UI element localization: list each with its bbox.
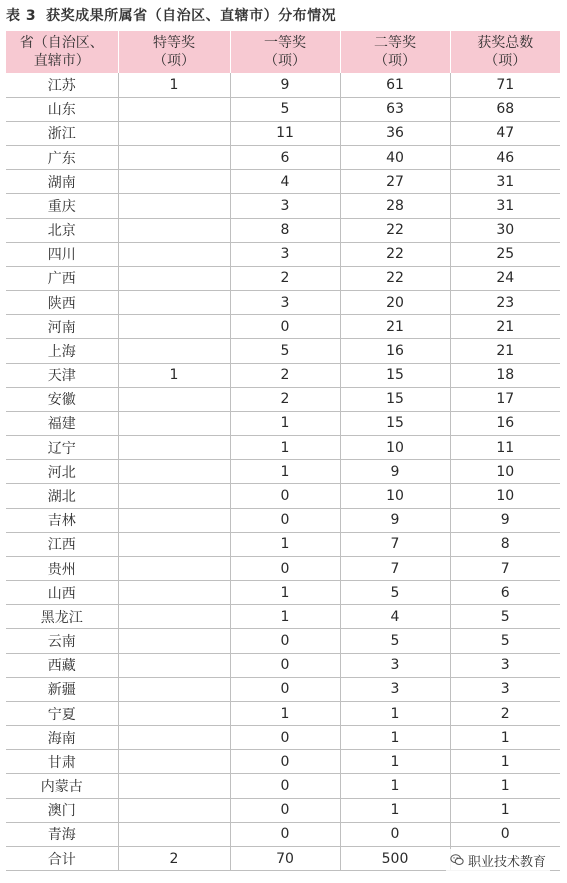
header-unit: （项） <box>153 53 195 69</box>
province-cell: 四川 <box>6 242 118 266</box>
special-prize-cell <box>118 387 230 411</box>
total-cell: 5 <box>450 605 560 629</box>
special-prize-cell <box>118 556 230 580</box>
special-prize-cell <box>118 460 230 484</box>
header-unit: 直辖市） <box>33 53 90 69</box>
header-line: 二等奖 <box>374 35 416 51</box>
first-prize-cell: 1 <box>230 436 340 460</box>
province-cell: 湖北 <box>6 484 118 508</box>
total-cell: 46 <box>450 146 560 170</box>
total-cell: 1 <box>450 774 560 798</box>
province-cell: 北京 <box>6 218 118 242</box>
first-prize-cell: 0 <box>230 629 340 653</box>
column-header-first-prize <box>230 31 340 73</box>
second-prize-cell: 5 <box>340 629 450 653</box>
table-row <box>6 726 560 750</box>
table-row <box>6 170 560 194</box>
first-prize-cell: 0 <box>230 677 340 701</box>
total-cell: 11 <box>450 436 560 460</box>
first-prize-cell: 0 <box>230 315 340 339</box>
special-prize-cell <box>118 629 230 653</box>
table-row <box>6 629 560 653</box>
province-cell: 河南 <box>6 315 118 339</box>
table-row <box>6 774 560 798</box>
special-prize-cell: 2 <box>118 847 230 871</box>
province-cell: 江西 <box>6 532 118 556</box>
special-prize-cell <box>118 484 230 508</box>
first-prize-cell: 5 <box>230 339 340 363</box>
province-cell: 内蒙古 <box>6 774 118 798</box>
special-prize-cell <box>118 701 230 725</box>
province-cell: 河北 <box>6 460 118 484</box>
table-row <box>6 484 560 508</box>
total-cell: 5 <box>450 629 560 653</box>
special-prize-cell <box>118 677 230 701</box>
special-prize-cell <box>118 97 230 121</box>
second-prize-cell: 22 <box>340 266 450 290</box>
special-prize-cell <box>118 170 230 194</box>
first-prize-cell: 0 <box>230 750 340 774</box>
second-prize-cell: 1 <box>340 798 450 822</box>
table-row <box>6 508 560 532</box>
first-prize-cell: 0 <box>230 798 340 822</box>
second-prize-cell: 16 <box>340 339 450 363</box>
table-row <box>6 97 560 121</box>
first-prize-cell: 1 <box>230 460 340 484</box>
province-cell: 湖南 <box>6 170 118 194</box>
province-cell: 广东 <box>6 146 118 170</box>
column-header-total-awards <box>450 31 560 73</box>
province-cell: 贵州 <box>6 556 118 580</box>
province-cell: 重庆 <box>6 194 118 218</box>
total-cell: 30 <box>450 218 560 242</box>
total-cell: 0 <box>450 822 560 846</box>
second-prize-cell: 7 <box>340 556 450 580</box>
first-prize-cell: 3 <box>230 291 340 315</box>
total-cell: 10 <box>450 484 560 508</box>
total-cell: 3 <box>450 653 560 677</box>
header-unit: （项） <box>264 53 306 69</box>
table-row <box>6 121 560 145</box>
second-prize-cell: 0 <box>340 822 450 846</box>
special-prize-cell <box>118 774 230 798</box>
first-prize-cell: 8 <box>230 218 340 242</box>
table-row <box>6 532 560 556</box>
total-cell: 71 <box>450 73 560 97</box>
special-prize-cell: 1 <box>118 363 230 387</box>
header-row <box>6 31 560 73</box>
header-unit: （项） <box>484 53 527 69</box>
second-prize-cell: 1 <box>340 750 450 774</box>
table-row <box>6 822 560 846</box>
total-cell: 23 <box>450 291 560 315</box>
first-prize-cell: 0 <box>230 774 340 798</box>
province-cell: 山西 <box>6 581 118 605</box>
second-prize-cell: 22 <box>340 242 450 266</box>
total-cell: 10 <box>450 460 560 484</box>
second-prize-cell: 500 <box>340 847 450 871</box>
special-prize-cell <box>118 581 230 605</box>
special-prize-cell <box>118 266 230 290</box>
special-prize-cell <box>118 822 230 846</box>
total-cell: 7 <box>450 556 560 580</box>
total-cell: 31 <box>450 194 560 218</box>
header-line: 一等奖 <box>264 35 306 51</box>
total-cell: 16 <box>450 411 560 435</box>
province-cell: 江苏 <box>6 73 118 97</box>
second-prize-cell: 15 <box>340 363 450 387</box>
province-cell: 新疆 <box>6 677 118 701</box>
first-prize-cell: 3 <box>230 242 340 266</box>
header-line: 省（自治区、 <box>19 35 104 51</box>
table-row <box>6 701 560 725</box>
second-prize-cell: 28 <box>340 194 450 218</box>
total-cell: 21 <box>450 315 560 339</box>
table-row <box>6 750 560 774</box>
table-row <box>6 194 560 218</box>
table-row <box>6 266 560 290</box>
special-prize-cell <box>118 121 230 145</box>
first-prize-cell: 2 <box>230 266 340 290</box>
table-row <box>6 339 560 363</box>
total-cell: 6 <box>450 581 560 605</box>
total-cell: 18 <box>450 363 560 387</box>
first-prize-cell: 1 <box>230 532 340 556</box>
second-prize-cell: 3 <box>340 653 450 677</box>
first-prize-cell: 70 <box>230 847 340 871</box>
second-prize-cell: 15 <box>340 411 450 435</box>
province-cell: 辽宁 <box>6 436 118 460</box>
table-row <box>6 73 560 97</box>
second-prize-cell: 1 <box>340 701 450 725</box>
wechat-icon <box>450 853 464 867</box>
special-prize-cell <box>118 532 230 556</box>
second-prize-cell: 1 <box>340 726 450 750</box>
special-prize-cell <box>118 605 230 629</box>
province-cell: 广西 <box>6 266 118 290</box>
watermark-text: 职业技术教育 <box>468 854 547 870</box>
first-prize-cell: 3 <box>230 194 340 218</box>
province-cell: 甘肃 <box>6 750 118 774</box>
table-row <box>6 556 560 580</box>
first-prize-cell: 9 <box>230 73 340 97</box>
table-row <box>6 581 560 605</box>
watermark <box>446 849 550 871</box>
first-prize-cell: 0 <box>230 726 340 750</box>
total-cell: 17 <box>450 387 560 411</box>
table-row <box>6 436 560 460</box>
special-prize-cell <box>118 194 230 218</box>
special-prize-cell <box>118 508 230 532</box>
second-prize-cell: 9 <box>340 508 450 532</box>
special-prize-cell <box>118 315 230 339</box>
province-cell: 青海 <box>6 822 118 846</box>
first-prize-cell: 6 <box>230 146 340 170</box>
second-prize-cell: 40 <box>340 146 450 170</box>
table-title: 获奖成果所属省（自治区、直辖市）分布情况 <box>46 8 337 24</box>
header-line: 特等奖 <box>153 35 195 51</box>
total-cell: 8 <box>450 532 560 556</box>
province-cell: 福建 <box>6 411 118 435</box>
table-row <box>6 291 560 315</box>
second-prize-cell: 27 <box>340 170 450 194</box>
first-prize-cell: 1 <box>230 581 340 605</box>
province-cell: 山东 <box>6 97 118 121</box>
special-prize-cell <box>118 218 230 242</box>
province-cell: 云南 <box>6 629 118 653</box>
first-prize-cell: 0 <box>230 653 340 677</box>
province-cell: 陕西 <box>6 291 118 315</box>
total-cell: 1 <box>450 750 560 774</box>
total-cell: 2 <box>450 701 560 725</box>
total-cell: 68 <box>450 97 560 121</box>
second-prize-cell: 5 <box>340 581 450 605</box>
second-prize-cell: 10 <box>340 484 450 508</box>
header-unit: （项） <box>374 53 416 69</box>
column-header-special-prize <box>118 31 230 73</box>
province-cell: 宁夏 <box>6 701 118 725</box>
table-header <box>6 31 560 73</box>
table-row <box>6 460 560 484</box>
second-prize-cell: 1 <box>340 774 450 798</box>
table-row <box>6 387 560 411</box>
header-line: 获奖总数 <box>477 35 534 51</box>
table-row <box>6 605 560 629</box>
special-prize-cell <box>118 339 230 363</box>
second-prize-cell: 36 <box>340 121 450 145</box>
total-cell: 24 <box>450 266 560 290</box>
table-row <box>6 411 560 435</box>
province-cell: 西藏 <box>6 653 118 677</box>
province-cell: 安徽 <box>6 387 118 411</box>
total-cell: 1 <box>450 726 560 750</box>
special-prize-cell <box>118 798 230 822</box>
special-prize-cell <box>118 291 230 315</box>
province-cell: 吉林 <box>6 508 118 532</box>
table-row <box>6 798 560 822</box>
second-prize-cell: 10 <box>340 436 450 460</box>
total-cell: 31 <box>450 170 560 194</box>
special-prize-cell <box>118 726 230 750</box>
first-prize-cell: 5 <box>230 97 340 121</box>
first-prize-cell: 1 <box>230 605 340 629</box>
table-caption <box>6 4 336 28</box>
column-header-province <box>6 31 118 73</box>
first-prize-cell: 0 <box>230 556 340 580</box>
total-cell: 1 <box>450 798 560 822</box>
first-prize-cell: 2 <box>230 387 340 411</box>
total-cell: 25 <box>450 242 560 266</box>
second-prize-cell: 15 <box>340 387 450 411</box>
column-header-second-prize <box>340 31 450 73</box>
table-row <box>6 146 560 170</box>
special-prize-cell <box>118 436 230 460</box>
first-prize-cell: 1 <box>230 411 340 435</box>
total-cell: 9 <box>450 508 560 532</box>
first-prize-cell: 2 <box>230 363 340 387</box>
second-prize-cell: 63 <box>340 97 450 121</box>
special-prize-cell <box>118 653 230 677</box>
first-prize-cell: 4 <box>230 170 340 194</box>
total-cell: 21 <box>450 339 560 363</box>
first-prize-cell: 11 <box>230 121 340 145</box>
table-row <box>6 218 560 242</box>
table-row <box>6 653 560 677</box>
second-prize-cell: 7 <box>340 532 450 556</box>
awards-table <box>6 31 560 871</box>
table-body <box>6 73 560 871</box>
special-prize-cell <box>118 242 230 266</box>
province-cell: 澳门 <box>6 798 118 822</box>
first-prize-cell: 1 <box>230 701 340 725</box>
first-prize-cell: 0 <box>230 822 340 846</box>
second-prize-cell: 3 <box>340 677 450 701</box>
table-row <box>6 363 560 387</box>
province-cell: 海南 <box>6 726 118 750</box>
second-prize-cell: 22 <box>340 218 450 242</box>
first-prize-cell: 0 <box>230 508 340 532</box>
table-number: 表 3 <box>6 8 37 24</box>
province-cell: 黑龙江 <box>6 605 118 629</box>
second-prize-cell: 61 <box>340 73 450 97</box>
table-row <box>6 242 560 266</box>
second-prize-cell: 9 <box>340 460 450 484</box>
second-prize-cell: 20 <box>340 291 450 315</box>
total-cell: 3 <box>450 677 560 701</box>
table-row <box>6 677 560 701</box>
special-prize-cell <box>118 750 230 774</box>
special-prize-cell <box>118 411 230 435</box>
special-prize-cell: 1 <box>118 73 230 97</box>
second-prize-cell: 4 <box>340 605 450 629</box>
province-cell: 上海 <box>6 339 118 363</box>
province-cell: 合计 <box>6 847 118 871</box>
province-cell: 天津 <box>6 363 118 387</box>
table-row <box>6 315 560 339</box>
second-prize-cell: 21 <box>340 315 450 339</box>
province-cell: 浙江 <box>6 121 118 145</box>
special-prize-cell <box>118 146 230 170</box>
total-cell: 47 <box>450 121 560 145</box>
first-prize-cell: 0 <box>230 484 340 508</box>
